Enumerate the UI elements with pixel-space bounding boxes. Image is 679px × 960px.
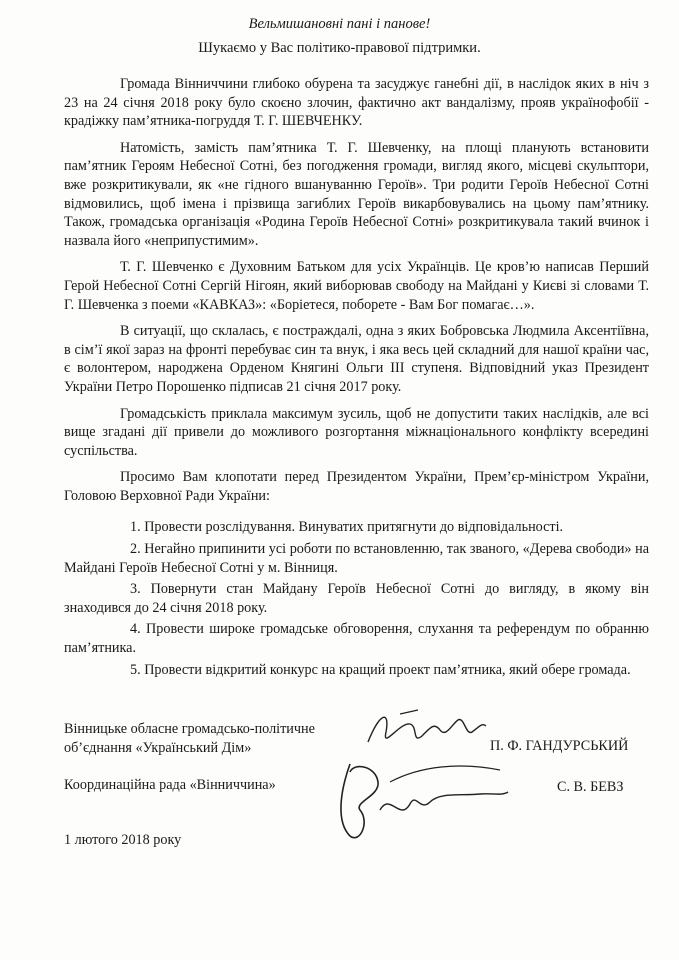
request-list — [64, 518, 649, 679]
list-item: 5. Провести відкритий конкурс на кращий проект пам’ятника, який обере громада. — [130, 661, 631, 678]
list-item: 4. Провести широке громадське обговорення, слухання та референдум по обранню пам’ятника. — [64, 621, 649, 657]
list-item: 3. Повернути стан Майдану Героїв Небесної Сотні до вигляду, в якому він знаходився до 24 січня 2018 року. — [64, 581, 649, 616]
paragraph: Натомість, замість пам’ятника Т. Г. Шевченку, на площі планують встановити пам’ятник Героям Небесної Сотні, без погодження громади, вигляд якого, місцеві скульптори, вже розкритикували, як «не гідного вшануванню Героїв». Три родити Героїв Небесної Сотні відмовились, щоб імена і прізвища загиблих Героїв викарбовувались на цьому пам’ятнику. Також, громадська організація «Родина Героїв Небесної Сотні» розкритикувала такий вчинок і назвала його «неприпустимим». — [64, 139, 649, 249]
list-item: 1. Провести розслідування. Винуватих притягнути до відповідальності. — [130, 519, 564, 536]
letter-body — [64, 75, 649, 682]
request-line: Шукаємо у Вас політико-правової підтримки. — [198, 40, 481, 56]
letter-date: 1 лютого 2018 року — [64, 832, 182, 848]
paragraph: Т. Г. Шевченко є Духовним Батьком для усіх Українців. Це кров’ю написав Перший Герой Небесної Сотні Сергій Нігоян, який виборював свободу на Майдані у Києві зі словами Т. Г. Шевченка з поеми «КАВКАЗ»: «Боріетеся, поборете - Вам Бог помагає…». — [64, 259, 649, 313]
signature-2 — [320, 752, 510, 842]
signatory-2: С. В. БЕВЗ — [557, 779, 624, 795]
list-item: 2. Негайно припинити усі роботи по встановленню, так званого, «Дерева свободи» на Майдані Героїв Небесної Сотні у м. Вінниця. — [64, 541, 649, 576]
paragraph: Громадськість приклала максимум зусиль, щоб не допустити таких наслідків, але всі вище згадані дії привели до можливого розгортання міжнаціонального конфлікту всередині суспільства. — [64, 405, 649, 459]
paragraph: Громада Вінниччини глибоко обурена та засуджує ганебні дії, в наслідок яких в ніч з 23 на 24 січня 2018 року було скоєно злочин, фактично акт вандалізму, прояв українофобії - крадіжку пам’ятника-погруддя Т. Г. ШЕВЧЕНКУ. — [64, 76, 649, 130]
organization-2: Координаційна рада «Вінниччина» — [64, 777, 276, 793]
paragraph: Просимо Вам клопотати перед Президентом України, Прем’єр-міністром України, Головою Верховної Ради України: — [64, 469, 649, 504]
signatory-1: П. Ф. ГАНДУРСЬКИЙ — [490, 738, 629, 754]
greeting: Вельмишановні пані і панове! — [248, 16, 431, 32]
paragraph: В ситуації, що склалась, є постраждалі, одна з яких Бобровська Людмила Аксентіївна, в сім’ї якої зараз на фронті перебуває син та внук, і яка весь цей складний для нашої країни час, є волонтером, народжена Орденом Княгині Ольги III ступеня. Відповідний указ Президент України Петро Порошенко підписав 21 січня 2017 року. — [64, 323, 649, 395]
organization-1: Вінницьке обласне громадсько-політичне об’єднання «Український Дім» — [64, 721, 315, 756]
